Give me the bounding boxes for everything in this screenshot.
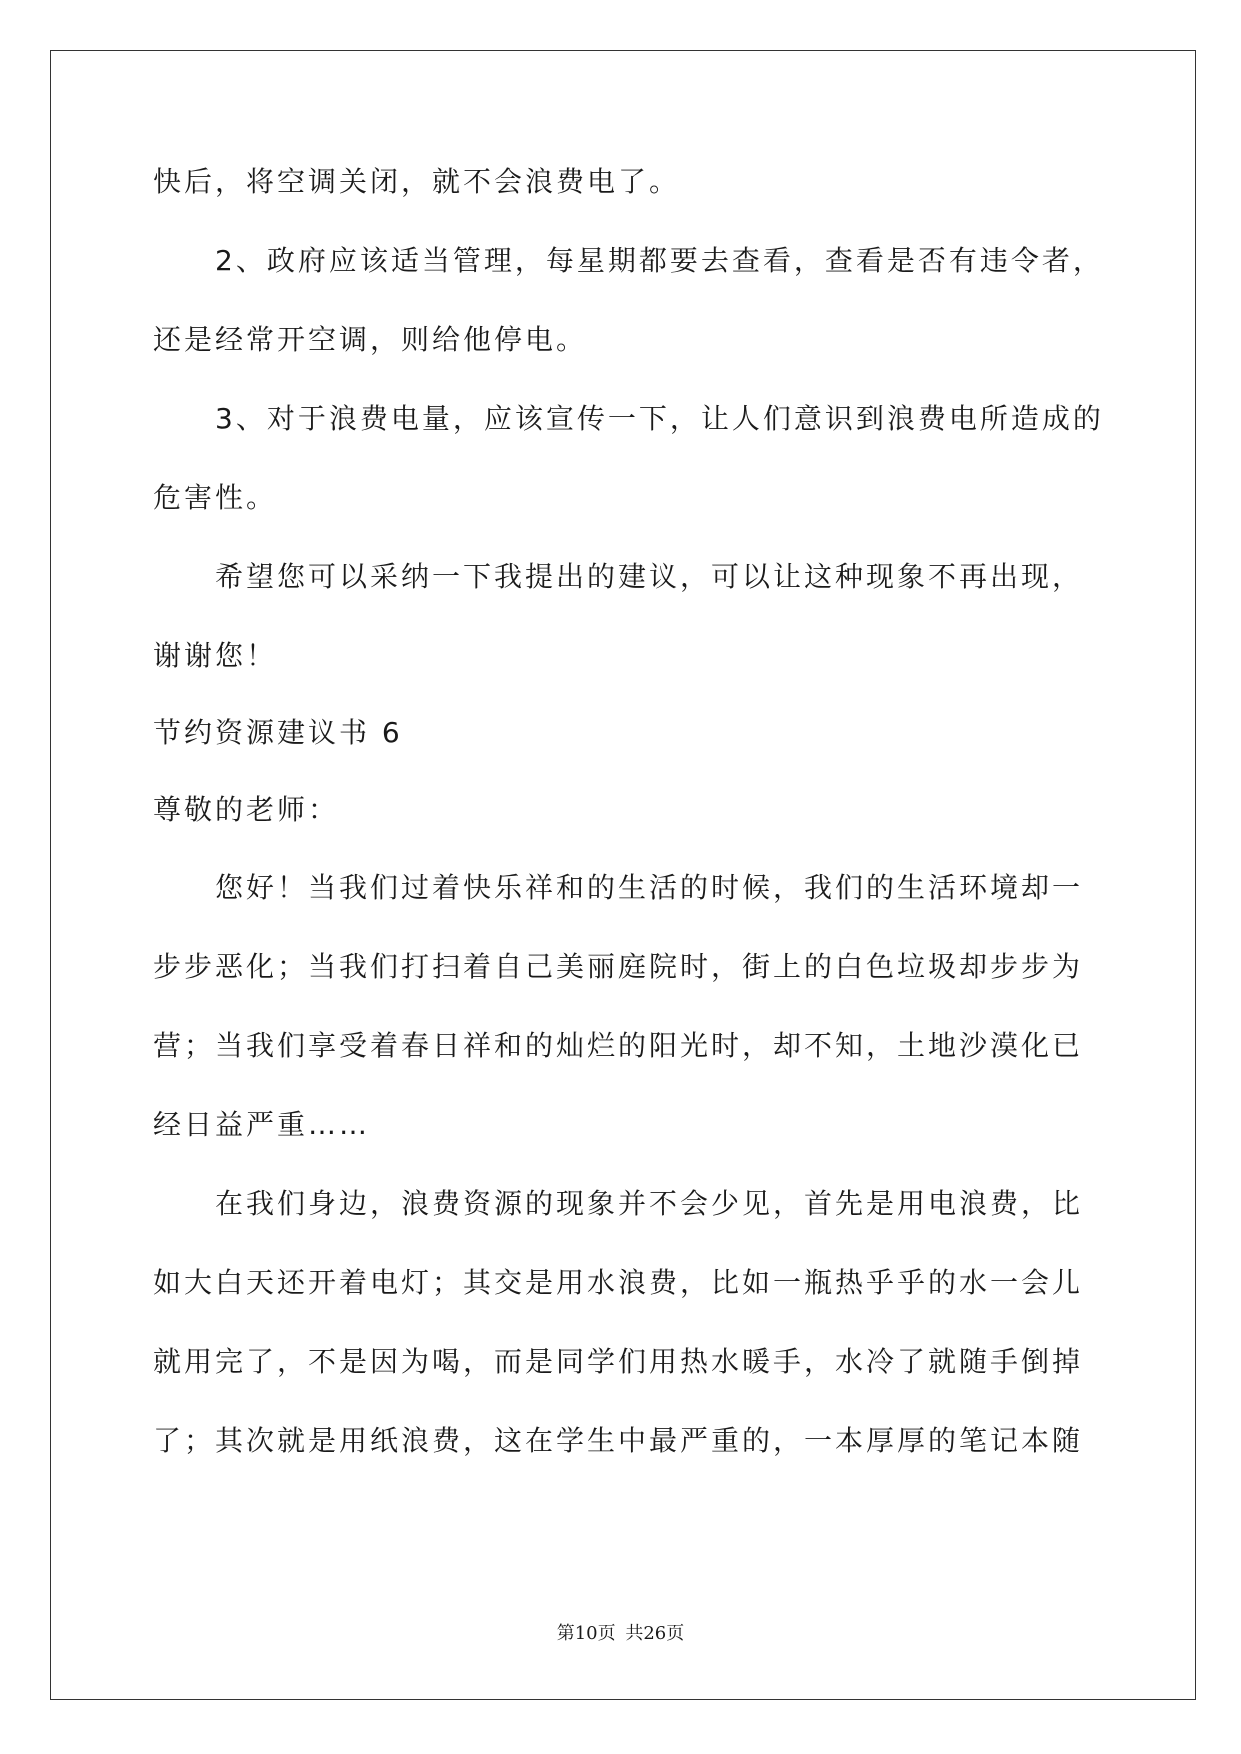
page-number: 第10页 (556, 1623, 616, 1644)
text-line: 如大白天还开着电灯；其交是用水浪费，比如一瓶热乎乎的水一会儿 (153, 1266, 1084, 1299)
salutation: 尊敬的老师： (153, 793, 340, 826)
text-line: 希望您可以采纳一下我提出的建议，可以让这种现象不再出现， (215, 560, 1084, 593)
text-line: 步步恶化；当我们打扫着自己美丽庭院时，街上的白色垃圾却步步为 (153, 950, 1084, 983)
text-line: 危害性。 (153, 481, 278, 514)
text-line: 就用完了，不是因为喝，而是同学们用热水暖手，水冷了就随手倒掉 (153, 1345, 1084, 1378)
page-footer (0, 1622, 1241, 1646)
page-total: 共26页 (625, 1623, 685, 1644)
text-line: 还是经常开空调，则给他停电。 (153, 323, 588, 356)
text-line-numbered: 3、对于浪费电量，应该宣传一下，让人们意识到浪费电所造成的 (215, 402, 1104, 435)
text-line: 营；当我们享受着春日祥和的灿烂的阳光时，却不知，土地沙漠化已 (153, 1029, 1084, 1062)
text-line: 您好！当我们过着快乐祥和的生活的时候，我们的生活环境却一 (215, 871, 1084, 904)
text-line: 快后，将空调关闭，就不会浪费电了。 (153, 165, 681, 198)
text-line-numbered: 2、政府应该适当管理，每星期都要去查看，查看是否有违令者， (215, 244, 1104, 277)
text-line: 谢谢您！ (153, 639, 278, 672)
section-heading: 节约资源建议书 6 (153, 716, 403, 749)
text-line: 在我们身边，浪费资源的现象并不会少见，首先是用电浪费，比 (215, 1187, 1084, 1220)
text-line: 经日益严重…… (153, 1108, 371, 1141)
text-line: 了；其次就是用纸浪费，这在学生中最严重的，一本厚厚的笔记本随 (153, 1424, 1084, 1457)
